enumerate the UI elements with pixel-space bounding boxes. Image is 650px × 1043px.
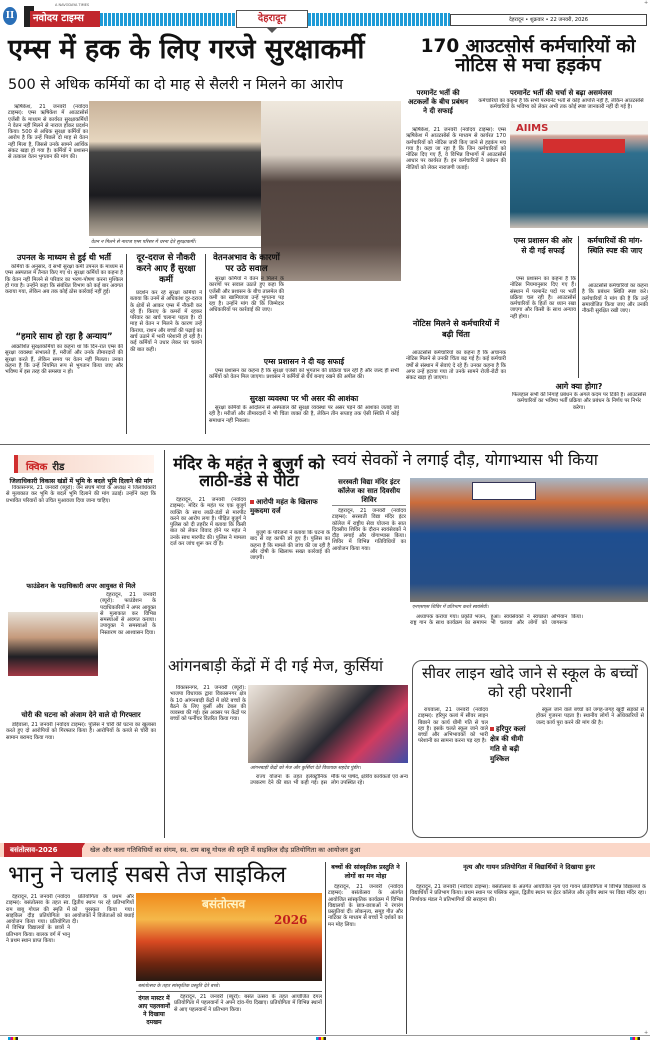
- registration-mark-icon: +: [644, 1030, 649, 1036]
- registration-mark-icon: +: [644, 0, 649, 6]
- section-text: देहरादून, 21 जनवरी (नवोदय टाइम्स): बसंतोत्सव के तहत स्व. राम बाबू गोयल की स्मृति में साइकिल दौड़ प्रतियोगिता का आयोजन किया गया। प्रतियोगिता में विभिन्न विद्यालयों के छात्रों ने प्रतिभाग किया। बालक वर्ग में भानु ने प्रथम स्थान प्राप्त किया।: [6, 894, 70, 945]
- section-text: देहरादून, 21 जनवरी (ब्यूरो): बसंत उत्सव के तहत आयोजित दंगल प्रतियोगिता में पहलवानों ने अपने दांव-पेंच दिखाए। प्रतियोगिता में विभिन्न स्थानों से आए पहलवानों ने प्रतिभाग किया।: [174, 994, 322, 1013]
- pullquote-text: हरिपुर कलां क्षेत्र की धीमी गति से बढ़ी मुश्किल: [490, 725, 526, 763]
- section-text: आउटसोर्स कर्मचारियों का कहना है कि अचानक नोटिस मिलने से उनकी चिंता बढ़ गई है। कई कर्मचारी वर्षों से संस्थान में सेवाएं दे रहे हैं। उनका कहना है कि अगर उन्हें हटाया गया तो उनके सामने रोजी-रोटी का संकट खड़ा हो जाएगा।: [406, 350, 506, 382]
- sewer-headline: सीवर लाइन खोदे जाने से स्कूल के बच्चों को रही परेशानी: [422, 664, 638, 701]
- section-text: एम्स प्रशासन का कहना है कि सुरक्षा एजेंसी को भुगतान की प्रक्रिया चल रही है और जल्द ही सभी कर्मियों को वेतन मिल जाएगा। प्रशासन ने कर्मियों से धैर्य बनाए रखने की अपील की।: [209, 368, 399, 381]
- aiims-building-photo: [510, 121, 648, 228]
- color-registration-bar: [630, 1037, 640, 1040]
- bullet-icon: [490, 727, 494, 731]
- section-text: फिलहाल सभी की निगाहें प्रबंधन के अगले कदम पर टिकी हैं। आउटसोर्स कर्मचारियों का भविष्य भर्ती प्रक्रिया और प्रबंधन के निर्णय पर निर्भर करेगा।: [511, 392, 647, 411]
- lead-subheadline: 500 से अधिक कर्मियों का दो माह से सैलरी न मिलने का आरोप: [8, 77, 343, 93]
- section-text: कर्मियों के अनुसार, वे सभी सुरक्षा कर्मी उपनल के माध्यम से एम्स अस्पताल में तैनात किए गए थे। सुरक्षा कर्मियों का कहना है कि वेतन नहीं मिलने से परिवार का भरण-पोषण करना मुश्किल हो गया है। उन्होंने कहा कि संबंधित विभाग को कई बार अवगत कराया गया, लेकिन अब तक कोई ठोस कार्रवाई नहीं हुई।: [5, 264, 123, 296]
- section-text: एम्स प्रशासन का कहना है कि नोटिस नियमानुसार दिए गए हैं। संस्थान में परमानेंट पदों पर भर्ती प्रक्रिया चल रही है। आउटसोर्स कर्मचारियों के हितों का ध्यान रखा जाएगा और किसी के साथ अन्याय नहीं होगा।: [510, 276, 576, 320]
- notice-next-heading: आगे क्या होगा?: [555, 382, 603, 391]
- section-text: स्कूल जाने वाले बच्चों को जगह-जगह खुदी सड़कों से होकर गुजरना पड़ता है। स्थानीय लोगों ने अधिकारियों से जल्द कार्य पूरा करने की मांग की है।: [536, 707, 644, 726]
- column-rule: [126, 254, 127, 434]
- dance-body: [410, 884, 649, 1036]
- quick-read-body: [6, 722, 156, 832]
- dangal-body: [174, 994, 322, 1034]
- yoga-body: [332, 508, 406, 636]
- section-text: सुरक्षा कर्मियों ने वेतन न मिलने के कारणों पर सवाल उठाते हुए कहा कि एजेंसी और प्रशासन के बीच तालमेल की कमी का खामियाजा उन्हें भुगतना पड़ रहा है। उन्होंने मांग की कि जिम्मेदार अधिकारियों पर कार्रवाई की जाए।: [209, 276, 284, 314]
- section-divider: [0, 444, 650, 445]
- divider: [136, 991, 322, 992]
- quick-read-heading: फाउंडेशन के पदाधिकारी अपर आयुक्त से मिले: [26, 582, 136, 590]
- lead-photo-guards: [89, 101, 261, 236]
- section-text: देहरादून, 21 जनवरी (ब्यूरो): फाउंडेशन के पदाधिकारियों ने अपर आयुक्त से मुलाकात कर विभिन्न समस्याओं से अवगत कराया। उपायुक्त ने समस्याओं के निस्तारण का आश्वासन दिया।: [100, 592, 156, 636]
- side-column-heading: दूर-दराज से नौकरी करने आए हैं सुरक्षा कर्मी: [136, 253, 196, 285]
- quick-read-heading: चोरी की घटना को अंजाम देने वाले दो गिरफ्तार: [21, 711, 141, 719]
- mahant-body: [170, 497, 246, 643]
- basant-photo-caption: बसंतोत्सव के तहत सांस्कृतिक प्रस्तुति देते बच्चे।: [138, 984, 220, 989]
- band-slash-decor: [74, 843, 88, 857]
- divider: [332, 505, 406, 506]
- bottom-rule: [0, 1035, 650, 1036]
- notice-top-body: [474, 98, 648, 120]
- section-text: रायवाला, 21 जनवरी (नवोदय टाइम्स): हरिपुर कलां में सीवर लाइन बिछाने का कार्य धीमी गति से चल रहा है। इसके चलते स्कूल जाने वाले बच्चों और अभिभावकों को भारी परेशानी का सामना करना पड़ रहा है।: [418, 707, 488, 745]
- section-text: देहरादून, 21 जनवरी (नवोदय टाइम्स): बसंतोत्सव के अंतर्गत आयोजित सांस्कृतिक कार्यक्रम में विभिन्न विद्यालयों के छात्र-छात्राओं ने रंगारंग प्रस्तुतियां दीं। लोकनृत्य, समूह गीत और नाटिका के माध्यम से बच्चों ने दर्शकों का मन मोह लिया।: [328, 884, 403, 928]
- section-text: देहरादून, 21 जनवरी (नवोदय टाइम्स): मंदिर के महंत पर एक बुजुर्ग व्यक्ति के साथ लाठी-डंडों से मारपीट करने का आरोप लगा है। पीड़ित बुजुर्ग ने पुलिस को दी तहरीर में बताया कि किसी बात को लेकर विवाद होने पर महंत ने उनके साथ मारपीट की। पुलिस ने मामला दर्ज कर जांच शुरू कर दी है।: [170, 497, 246, 548]
- yoga-kicker: सरस्वती विद्या मंदिर इंटर कॉलेज का सात दिवसीय शिविर: [337, 478, 401, 504]
- section-text: डोईवाला, 21 जनवरी (नवोदय टाइम्स): पुलिस ने चोरी की घटना का खुलासा करते हुए दो आरोपियों को गिरफ्तार किया है। आरोपियों के कब्जे से चोरी का सामान बरामद किया गया।: [6, 722, 156, 741]
- column-rule: [205, 254, 206, 434]
- section-text: कर्मचारियों का कहना है कि सभी परमानेंट भर्ती से कोई आपत्ति नहीं है, लेकिन आउटसोर्स कर्मचारियों के भविष्य को लेकर अभी तक कोई स्पष्ट जानकारी नहीं दी गई है।: [478, 98, 644, 111]
- basant-dance-photo: [136, 893, 322, 981]
- lead-headline: एम्स में हक के लिए गरजे सुरक्षाकर्मी: [8, 34, 365, 65]
- quick-read-heading: जिलाधिकारी विकास खंडों में भूमि के बदले भूमि दिलाने की मांग: [9, 478, 153, 485]
- section-text: ऋषिकेश, 21 जनवरी (नवोदय टाइम्स): एम्स ऋषिकेश में आउटसोर्स के माध्यम से कार्यरत 170 कर्मचारियों को नोटिस जारी किए जाने से हड़कंप मच गया है। कहा जा रहा है कि जिन कर्मचारियों को नोटिस दिए गए हैं, वे विभिन्न विभागों में आउटसोर्स आधार पर कार्यरत हैं। इन कर्मचारियों ने प्रबंधन की नीतियों को लेकर नाराजगी जताई।: [406, 127, 506, 171]
- yoga-headline: स्वयं सेवकों ने लगाई दौड़, योगाभ्यास भी किया: [332, 450, 598, 469]
- lead-quote-heading: “हमारे साथ हो रहा है अन्याय”: [15, 332, 113, 342]
- photo-banner-text: बसंतोत्सव: [202, 897, 246, 911]
- notice-section-body: [406, 350, 506, 430]
- lead-photo-caption: वेतन न मिलने से नाराज एम्स परिसर में धरना देते सुरक्षाकर्मी।: [91, 240, 196, 245]
- yoga-volunteers-photo: [410, 478, 648, 602]
- section-text: राज्य योजना के तहत इलेक्ट्रॉनिक उपकरण देने की बात भी कही गई। इस मौके पर पार्षद, क्षेत्रीय कार्यकर्ता एवं अन्य लोग उपस्थित रहे।: [250, 774, 408, 787]
- notice-body: [406, 127, 506, 315]
- section-text: बुजुर्ग के परिजनों ने बताया कि घटना के बाद से वह काफी डरे हुए हैं। पुलिस का कहना है कि मामले की जांच की जा रही है और दोषी के खिलाफ सख्त कार्रवाई की जाएगी।: [250, 530, 330, 562]
- lead-body-text: ऋषिकेश, 21 जनवरी (नवोदय टाइम्स): एम्स ऋषिकेश में आउटसोर्स एजेंसी के माध्यम से कार्यरत सुरक्षाकर्मियों ने वेतन नहीं मिलने से नाराज होकर प्रदर्शन किया। 500 से अधिक सुरक्षा कर्मियों का आरोप है कि उन्हें पिछले दो माह से वेतन नहीं मिला है, जिससे उनके सामने आर्थिक संकट खड़ा हो गया है। कर्मियों ने प्रशासन से तत्काल वेतन भुगतान की मांग की।: [8, 104, 88, 161]
- anganwadi-headline: आंगनबाड़ी केंद्रों में दी गई मेज, कुर्सियां: [168, 657, 384, 675]
- mahant-headline: मंदिर के महंत ने बुजुर्ग को लाठी-डंडे से पीटा: [173, 454, 325, 490]
- section-text: देहरादून, 21 जनवरी (नवोदय टाइम्स): सरस्वती विद्या मंदिर इंटर कॉलेज में राष्ट्रीय सेवा योजना के सात दिवसीय शिविर के दौरान स्वयंसेवकों ने दौड़ लगाई और योगाभ्यास किया। शिविर में विभिन्न गतिविधियों का आयोजन किया गया।: [332, 508, 406, 552]
- section-text: आक्रोशित सुरक्षाकर्मियों का कहना था कि दिन-रात एम्स की सुरक्षा व्यवस्था संभालते हैं, मरीजों और उनके तीमारदारों की सुरक्षा करते हैं, लेकिन समय पर वेतन नहीं मिलता। उनका कहना है कि उन्हें नियमित रूप से भुगतान किया जाए और भविष्य में इस तरह की समस्या न हो।: [5, 344, 123, 376]
- city-pointer-icon: [266, 27, 278, 33]
- photo-banner-year: 2026: [274, 913, 308, 927]
- brand-tagline: A NAVODAYA TIMES: [55, 3, 90, 7]
- cycle-headline: भानु ने चलाई सबसे तेज साइकिल: [8, 862, 287, 888]
- anganwadi-body: [170, 685, 246, 835]
- section-text: अध्यापक कराया गया। प्रकृति भजन, राष्ट्र गान के साथ कार्यक्रम का समापन हुआ। स्वयंसेवकों ने स्वच्छता अभियान भी चलाया और लोगों को जागरूक किया।: [410, 614, 583, 627]
- side-column-heading: वेतनअभाव के कारणों पर उठे सवाल: [213, 253, 280, 274]
- section-text: सुरक्षा कर्मियों के आंदोलन से अस्पताल की सुरक्षा व्यवस्था पर असर पड़ने की आशंका जताई जा रही है। मरीजों और तीमारदारों ने भी चिंता व्यक्त की है, लेकिन तीन सप्ताह तक ऐसी स्थिति में कोई समाधान नहीं निकला।: [209, 405, 399, 424]
- divider: [89, 247, 261, 248]
- notice-section-body: [510, 276, 576, 376]
- lead-quote-body: [5, 344, 123, 432]
- side-column-body: [209, 276, 284, 326]
- bullet-icon: [250, 500, 254, 504]
- yoga-photo-caption: एनएसएस शिविर में प्रतिभाग करते स्वयंसेवी।: [412, 605, 489, 610]
- anganwadi-body-2: [250, 774, 408, 836]
- section-text: विकासनगर, 21 जनवरी (ब्यूरो): जन संघर्ष मोर्चा के अध्यक्ष ने जिलाधिकारी से मुलाकात कर भूमि के बदले भूमि दिलाने की मांग उठाई। उन्होंने कहा कि प्रभावित परिवारों को उचित मुआवजा दिया जाना चाहिए।: [6, 485, 156, 504]
- color-registration-bar: [8, 1037, 18, 1040]
- security-body: [209, 405, 399, 433]
- anganwadi-photo-caption: आंगनबाड़ी केंद्रों को मेज और कुर्सियां देते विधायक सहदेव पुंडीर।: [250, 766, 361, 771]
- mahant-body-2: [250, 530, 330, 642]
- column-rule: [406, 862, 407, 1034]
- section-text: आउटसोर्स कर्मचारियों का कहना है कि प्रबंधन स्थिति स्पष्ट करे। कर्मचारियों ने मांग की है कि उन्हें समायोजित किया जाए और उनकी नौकरी सुरक्षित रखी जाए।: [582, 283, 648, 315]
- city-section-label: देहरादून: [236, 10, 308, 28]
- dateline: देहरादून • शुक्रवार • 22 जनवरी, 2026: [450, 14, 647, 26]
- notice-headline: 170 आउटसोर्स कर्मचारियों को नोटिस से मचा हड़कंप: [420, 36, 636, 77]
- yoga-body-2: [410, 614, 648, 650]
- sewer-body-2: [536, 707, 644, 835]
- section-text: प्रदर्शन कर रहे सुरक्षा कर्मियों ने बताया कि उनमें से अधिकांश दूर-दराज के क्षेत्रों से आकर एम्स में नौकरी कर रहे हैं। किराए के कमरों में रहकर परिवार का खर्च चलाना पड़ता है। दो माह से वेतन न मिलने के कारण उन्हें किराया, राशन और बच्चों की पढ़ाई का खर्च उठाने में भारी परेशानी हो रही है। कई कर्मियों ने उधार लेकर घर चलाने की बात कही।: [130, 290, 202, 353]
- anganwadi-photo: [248, 685, 408, 763]
- column-rule: [164, 450, 165, 838]
- sewer-body: [418, 707, 488, 835]
- lead-body-intro: [8, 104, 88, 240]
- admin-body: [209, 368, 399, 390]
- section-text: विकासनगर, 21 जनवरी (ब्यूरो): भाजपा विधायक द्वारा विकासनगर क्षेत्र के 10 आंगनबाड़ी केंद्रों में छोटे बच्चों के बैठने के लिए कुर्सी और टेबल की व्यवस्था की गई। इस अवसर पर केंद्रों पर बच्चों को फर्नीचर वितरित किया गया।: [170, 685, 246, 723]
- cycle-body: [6, 894, 70, 1034]
- culture-headline: बच्चों की सांस्कृतिक प्रस्तुति ने लोगों का मन मोहा: [331, 864, 400, 880]
- basant-band-text: खेल और कला गतिविधियों का संगम, स्व. राम बाबू गोयल की स्मृति में साइकिल दौड़ प्रतियोगिता का आयोजन हुआ: [90, 846, 361, 854]
- basant-band-tag: बसंतोत्सव-2026: [4, 843, 82, 857]
- notice-section-body: [582, 283, 648, 378]
- dance-headline: नृत्य और गायन प्रतियोगिता में विद्यार्थियों ने दिखाया हुनर: [463, 863, 595, 871]
- lead-section-body: [5, 264, 123, 324]
- yoga-banner: [472, 482, 536, 500]
- aiims-sign: AIIMS: [516, 123, 549, 134]
- section-text: प्रतियोगिता के प्रथम और द्वितीय स्थान पर रहे प्रतिभागियों को पुरस्कृत किया गया। आयोजकों ने विजेताओं को बधाई दी।: [72, 894, 134, 926]
- culture-body: [328, 884, 403, 1034]
- column-rule: [578, 236, 579, 378]
- notice-next-body: [510, 392, 648, 422]
- cycle-body-2: [72, 894, 134, 1034]
- quick-read-kicker-black: रीड: [52, 462, 65, 473]
- admin-heading: एम्स प्रशासन ने दी यह सफाई: [263, 357, 345, 366]
- dangal-heading: दंगल मास्टर में आए पहलवानों ने दिखाया दमखम: [138, 995, 170, 1026]
- side-column-body: [130, 290, 202, 432]
- notice-section-heading: एम्स प्रशासन की ओर से दी गई सफाई: [513, 236, 573, 255]
- page-number-badge: II: [3, 7, 17, 25]
- section-text: देहरादून, 21 जनवरी (नवोदय टाइम्स): बसंतोत्सव के अंतर्गत आयोजित नृत्य एवं गायन प्रतियोगिता में विभिन्न विद्यालयों के विद्यार्थियों ने प्रतिभाग किया। प्रथम स्थान पर पब्लिक स्कूल, द्वितीय स्थान पर इंटर कॉलेज और तृतीय स्थान पर विद्या मंदिर रहा। निर्णायक मंडल ने प्रतिभागियों की सराहना की।: [410, 884, 646, 903]
- quick-read-kicker-red: क्विक: [26, 462, 48, 473]
- color-registration-bar: [316, 1037, 326, 1040]
- pullquote-text: आरोपी महंत के खिलाफ मुकदमा दर्ज: [250, 498, 318, 515]
- quick-read-body: [6, 485, 156, 585]
- column-rule: [325, 862, 326, 1034]
- aiims-banner: [543, 139, 625, 153]
- lead-section-heading: उपनल के माध्यम से हुई थी भर्ती: [17, 253, 111, 262]
- quick-read-body: [100, 592, 156, 672]
- notice-section-heading: कर्मचारियों की मांग-स्थिति स्पष्ट की जाए: [587, 236, 643, 255]
- notice-sidebar-heading: परमानेंट भर्ती की अटकलों के बीच प्रबंधन ने दी सफाई: [408, 89, 468, 115]
- sewer-pullquote: [490, 724, 534, 764]
- mahant-pullquote: [250, 498, 330, 516]
- security-heading: सुरक्षा व्यवस्था पर भी असर की आशंका: [249, 394, 359, 403]
- brand-logo: नवोदय टाइम्स: [30, 11, 100, 27]
- officials-photo: [8, 612, 98, 676]
- quick-read-kicker: [14, 455, 154, 473]
- notice-section-heading: नोटिस मिलने से कर्मचारियों में बढ़ी चिंता: [412, 319, 500, 339]
- notice-top-heading: परमानेंट भर्ती की चर्चा से बढ़ा असमंजस: [509, 89, 613, 97]
